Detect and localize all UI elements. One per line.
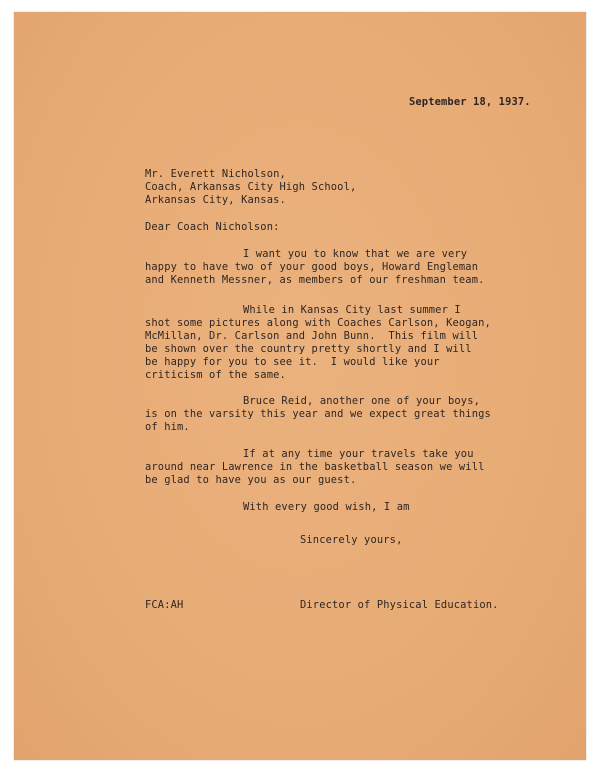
letter-date: September 18, 1937.	[409, 96, 531, 108]
paragraph-line: While in Kansas City last summer I	[243, 304, 461, 316]
paragraph-line: happy to have two of your good boys, Howard Engleman	[145, 261, 479, 273]
typist-initials: FCA:AH	[145, 599, 184, 611]
paragraph-line: of him.	[145, 421, 190, 433]
paragraph-line: If at any time your travels take you	[243, 448, 474, 460]
paragraph-line: Bruce Reid, another one of your boys,	[243, 395, 481, 407]
paragraph-line: around near Lawrence in the basketball season we will	[145, 461, 485, 473]
signatory-title: Director of Physical Education.	[300, 599, 499, 611]
recipient-city: Arkansas City, Kansas.	[145, 194, 286, 206]
recipient-position: Coach, Arkansas City High School,	[145, 181, 357, 193]
paragraph-line: be happy for you to see it. I would like your	[145, 356, 440, 368]
salutation: Dear Coach Nicholson:	[145, 221, 280, 233]
signoff: Sincerely yours,	[300, 534, 403, 546]
closing-wish: With every good wish, I am	[243, 501, 410, 513]
paragraph-line: I want you to know that we are very	[243, 248, 468, 260]
paragraph-line: is on the varsity this year and we expect great things	[145, 408, 491, 420]
paragraph-line: be shown over the country pretty shortly and I will	[145, 343, 472, 355]
paragraph-line: criticism of the same.	[145, 369, 286, 381]
recipient-name: Mr. Everett Nicholson,	[145, 168, 286, 180]
paragraph-line: shot some pictures along with Coaches Carlson, Keogan,	[145, 317, 491, 329]
paragraph-line: be glad to have you as our guest.	[145, 474, 357, 486]
letter-page	[14, 12, 586, 760]
paragraph-line: and Kenneth Messner, as members of our freshman team.	[145, 274, 485, 286]
paragraph-line: McMillan, Dr. Carlson and John Bunn. This film will	[145, 330, 479, 342]
